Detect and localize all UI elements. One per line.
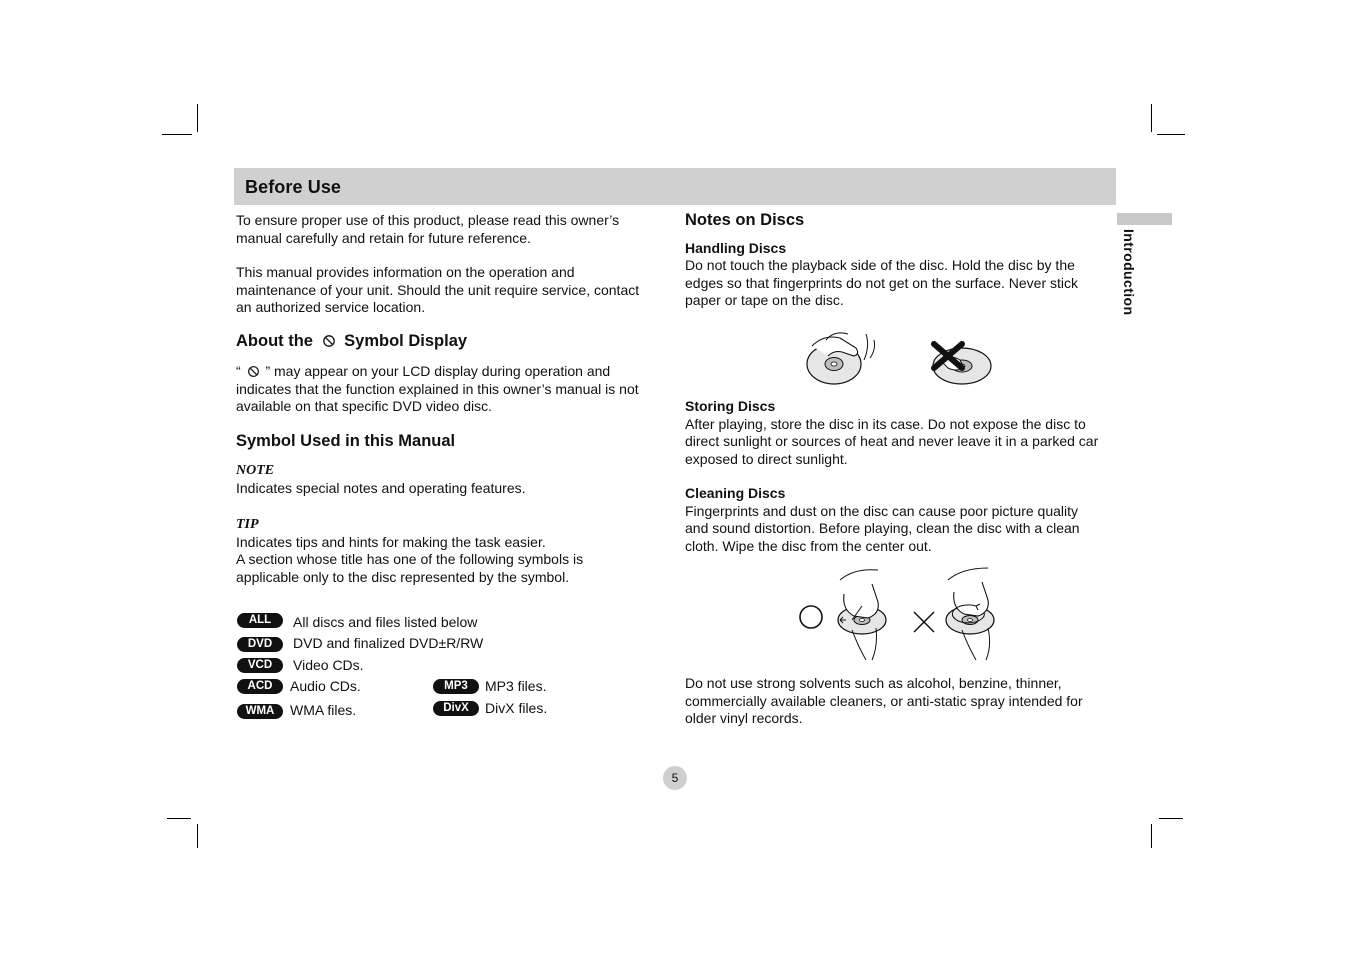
cleaning-discs-text: Fingerprints and dust on the disc can cause poor picture quality and sound distortion. Before playing, clean the disc with a clean cloth. Wipe the disc from the center out. [685,502,1080,554]
symbol-display-heading-end: Symbol Display [344,331,468,350]
disc-badge: WMA [237,704,283,719]
tip-label: TIP [236,517,259,532]
symbol-display-body: ” may appear on your LCD display during operation and indicates that the function explained in this owner’s manual is not available on that specific DVD video disc. [236,363,639,414]
page-title: Before Use [245,177,342,197]
quote-open: “ [236,363,241,379]
disc-badge-desc: WMA files. [290,702,357,718]
crop-mark [1157,134,1185,135]
prohibited-icon [322,334,336,348]
disc-badge-desc: MP3 files. [485,678,547,694]
note-text: Indicates special notes and operating features. [236,479,526,496]
right-column [685,212,1115,310]
section-header [234,168,1116,205]
crop-mark [1159,818,1183,819]
handling-discs-heading: Handling Discs [685,239,787,256]
disc-badge: DVD [237,637,283,652]
symbol-display-text [236,363,661,416]
section-tab [1117,213,1172,225]
disc-badge: ACD [237,679,283,694]
wipe-from-center-icon [832,566,892,662]
crop-mark [162,134,192,135]
page-number: 5 [663,766,687,790]
storing-section [685,398,1115,555]
cleaning-discs-heading: Cleaning Discs [685,485,786,501]
solvents-section [685,675,1115,728]
disc-badge-desc: Video CDs. [293,657,364,673]
circle-mark-icon [797,603,825,631]
crop-mark [1151,824,1152,848]
section-label: Introduction [1121,229,1137,316]
disc-badge: VCD [237,658,283,673]
disc-badge-desc: All discs and files listed below [293,614,478,630]
cross-mark-icon [911,609,937,635]
intro-paragraph: This manual provides information on the operation and maintenance of your unit. Should the unit require service, contact an authorized service location. [236,264,640,315]
disc-badge: MP3 [433,679,479,694]
storing-discs-text: After playing, store the disc in its case. Do not expose the disc to direct sunlight or sources of heat and never leave it in a parked car exposed to direct sunlight. [685,415,1099,467]
symbols-manual-heading: Symbol Used in this Manual [236,431,456,450]
storing-discs-heading: Storing Discs [685,398,776,414]
tip-text: Indicates tips and hints for making the task easier. [236,533,546,550]
intro-paragraph: To ensure proper use of this product, please read this owner’s manual carefully and retain for future reference. [236,212,620,246]
tip-text: A section whose title has one of the following symbols is applicable only to the disc represented by the symbol. [236,551,584,585]
handling-discs-text: Do not touch the playback side of the disc. Hold the disc by the edges so that fingerprints do not get on the surface. Never stick paper or tape on the disc. [685,257,1078,308]
disc-badge-desc: Audio CDs. [290,678,361,694]
disc-touched-wrong-icon [926,338,996,388]
note-label: NOTE [236,463,275,478]
wipe-circular-wrong-icon [940,566,1004,662]
disc-badge-desc: DivX files. [485,700,548,716]
disc-held-by-edge-icon [804,326,882,388]
solvents-text: Do not use strong solvents such as alcohol, benzine, thinner, commercially available cleaners, or anti-static spray intended for older vinyl records. [685,675,1083,726]
left-column [236,212,661,586]
disc-badge: DivX [433,701,479,716]
disc-badge: ALL [237,613,283,628]
symbol-display-heading [236,333,661,351]
notes-on-discs-heading: Notes on Discs [685,211,805,229]
crop-mark [197,104,198,132]
crop-mark [167,818,191,819]
crop-mark [1151,104,1152,132]
disc-badge-desc: DVD and finalized DVD±R/RW [293,635,484,651]
symbol-display-heading-start: About the [236,331,313,350]
prohibited-icon [247,365,260,378]
crop-mark [197,824,198,848]
